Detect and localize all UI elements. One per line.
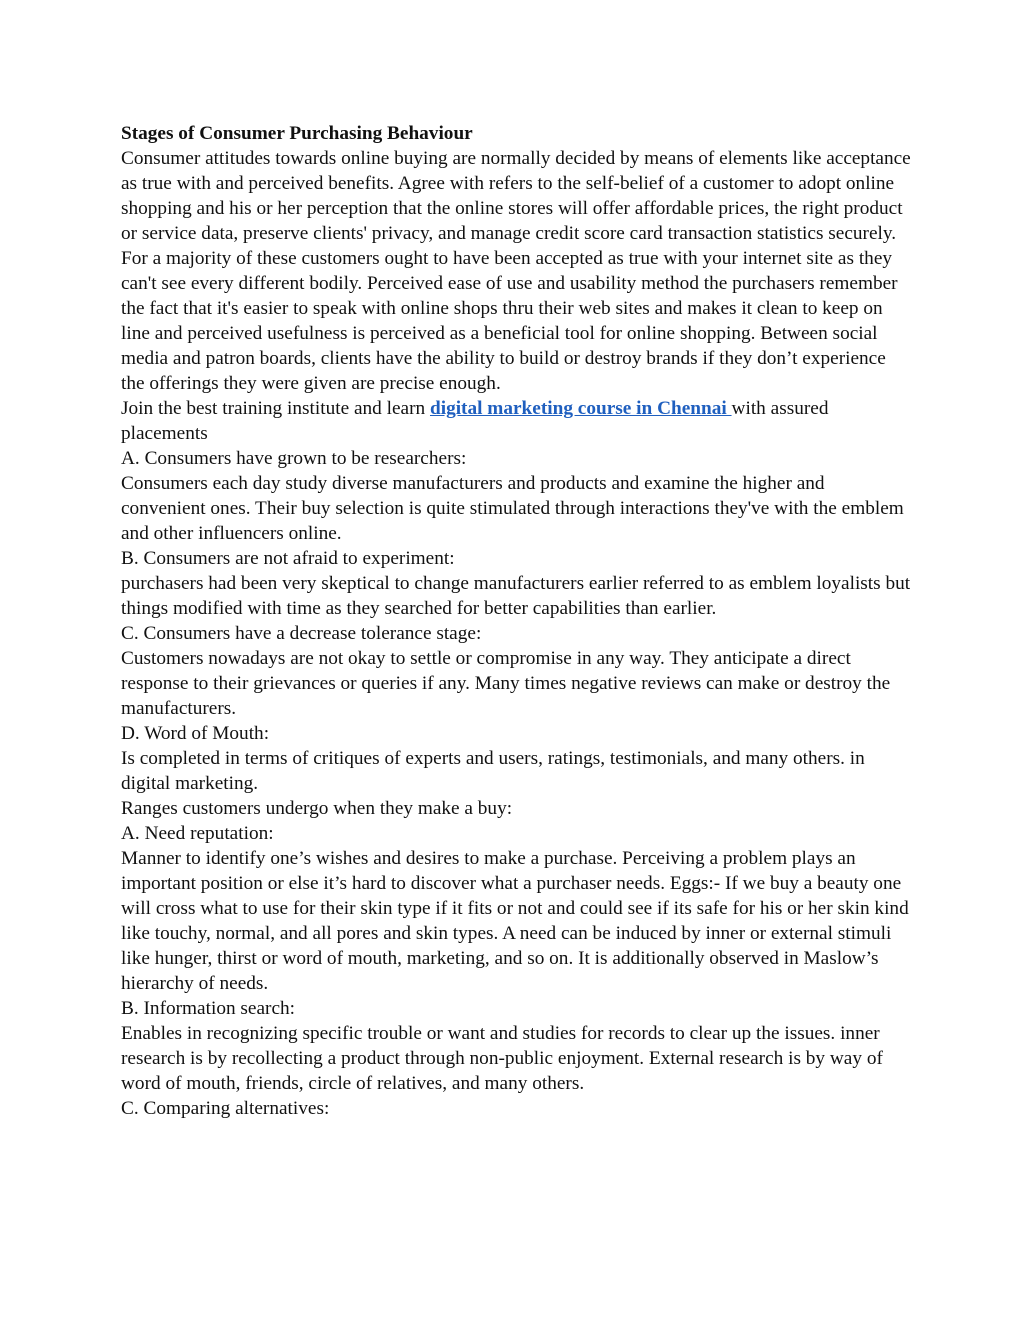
document-title: Stages of Consumer Purchasing Behaviour bbox=[121, 123, 473, 144]
document-body bbox=[121, 121, 911, 1121]
paragraph-word-of-mouth: Is completed in terms of critiques of experts and users, ratings, testimonials, and many others. in digital marketing. bbox=[121, 748, 865, 794]
paragraph-majority-customers: For a majority of these customers ought to have been accepted as true with your internet site as they can't see every different bodily. Perceived ease of use and usability method the purchasers remember the fact that it's easier to speak with online shops thru their web sites and makes it clean to keep on line and perceived usefulness is perceived as a beneficial tool for online shopping. Between social media and patron boards, clients have the ability to build or destroy brands if they don’t experience the offerings they were given are precise enough. bbox=[121, 248, 898, 394]
paragraph-consumer-attitudes: Consumer attitudes towards online buying are normally decided by means of elements like acceptance as true with and perceived benefits. Agree with refers to the self-belief of a customer to adopt online shopping and his or her perception that the online stores will offer affordable prices, the right product or service data, preserve clients' privacy, and manage credit score card transaction statistics securely. bbox=[121, 148, 911, 244]
paragraph-tolerance: Customers nowadays are not okay to settle or compromise in any way. They anticipate a direct response to their grievances or queries if any. Many times negative reviews can make or destroy the manufacturers. bbox=[121, 648, 891, 719]
heading-ranges: Ranges customers undergo when they make a buy: bbox=[121, 798, 513, 819]
heading-need-reputation: A. Need reputation: bbox=[121, 823, 274, 844]
course-link[interactable]: digital marketing course in Chennai bbox=[429, 398, 732, 419]
paragraph-join-training bbox=[121, 396, 911, 446]
heading-comparing-alternatives: C. Comparing alternatives: bbox=[121, 1098, 330, 1119]
join-text-before: Join the best training institute and learn bbox=[121, 398, 430, 419]
heading-word-of-mouth: D. Word of Mouth: bbox=[121, 723, 270, 744]
paragraph-experiment: purchasers had been very skeptical to change manufacturers earlier referred to as emblem loyalists but things modified with time as they searched for better capabilities than earlier. bbox=[121, 573, 911, 619]
heading-tolerance: C. Consumers have a decrease tolerance stage: bbox=[121, 623, 482, 644]
paragraph-information-search: Enables in recognizing specific trouble or want and studies for records to clear up the issues. inner research is by recollecting a product through non-public enjoyment. External research is by way of word of mouth, friends, circle of relatives, and many others. bbox=[121, 1023, 883, 1094]
heading-information-search: B. Information search: bbox=[121, 998, 296, 1019]
heading-researchers: A. Consumers have grown to be researchers: bbox=[121, 448, 467, 469]
paragraph-researchers: Consumers each day study diverse manufacturers and products and examine the higher and convenient ones. Their buy selection is quite stimulated through interactions they've with the emblem and other influencers online. bbox=[121, 473, 904, 544]
heading-experiment: B. Consumers are not afraid to experiment: bbox=[121, 548, 455, 569]
join-text-after: with assured placements bbox=[121, 398, 829, 444]
paragraph-need-reputation: Manner to identify one’s wishes and desires to make a purchase. Perceiving a problem plays an important position or else it’s hard to discover what a purchaser needs. Eggs:- If we buy a beauty one will cross what to use for their skin type if it fits or not and could see if its safe for his or her skin kind like touchy, normal, and all pores and skin types. A need can be induced by inner or external stimuli like hunger, thirst or word of mouth, marketing, and so on. It is additionally observed in Maslow’s hierarchy of needs. bbox=[121, 848, 909, 994]
